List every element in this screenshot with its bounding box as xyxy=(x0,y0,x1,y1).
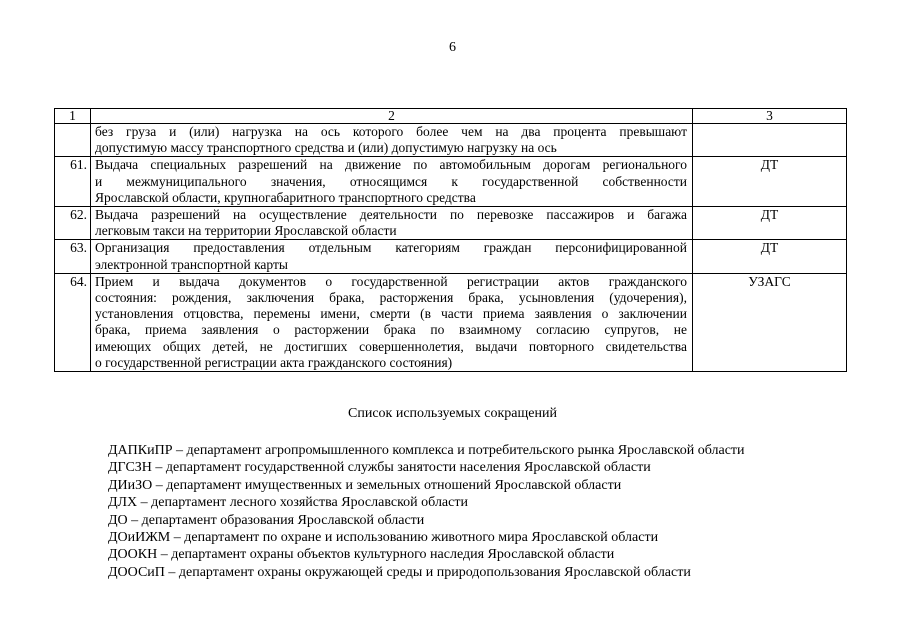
table-row xyxy=(55,207,847,240)
description-line: установления отцовства, перемены имени, смерти (в части приема заявления о заключении xyxy=(95,306,687,322)
description-line: имеющих общих детей, не достигших совершеннолетия, выдачи повторного свидетельства xyxy=(95,338,687,354)
table-row xyxy=(55,157,847,207)
description-line: состояния: рождения, заключения брака, расторжения брака, усыновления (удочерения), xyxy=(95,290,687,306)
row-number: 64. xyxy=(55,273,91,371)
description-line: электронной транспортной карты xyxy=(95,256,288,272)
description-line: легковым такси на территории Ярославской области xyxy=(95,223,397,239)
abbreviation-item: ДАПКиПР – департамент агропромышленного комплекса и потребительского рынка Ярославской области xyxy=(108,443,745,458)
row-department: ДТ xyxy=(693,157,847,207)
description-line: без груза и (или) нагрузка на ось которого более чем на два процента превышают xyxy=(95,124,687,139)
row-department: ДТ xyxy=(693,207,847,240)
row-department: УЗАГС xyxy=(693,273,847,371)
description-line: Выдача специальных разрешений на движение по автомобильным дорогам регионального xyxy=(95,157,687,173)
row-description xyxy=(91,124,693,157)
abbreviation-item: ДО – департамент образования Ярославской области xyxy=(108,512,425,528)
header-cell-number: 1 xyxy=(55,109,91,124)
table-row-continuation xyxy=(55,124,847,157)
row-number: 61. xyxy=(55,157,91,207)
table-header-row xyxy=(55,109,847,124)
description-line: Прием и выдача документов о государственной регистрации актов гражданского xyxy=(95,273,687,289)
abbreviation-item: ДООСиП – департамент охраны окружающей среды и природопользования Ярославской области xyxy=(108,564,691,580)
description-line: о государственной регистрации акта гражданского состояния) xyxy=(95,354,453,370)
description-line: Выдача разрешений на осуществление деятельности по перевозке пассажиров и багажа xyxy=(95,207,687,223)
header-cell-description: 2 xyxy=(91,109,693,124)
abbreviation-item: ДГСЗН – департамент государственной службы занятости населения Ярославской области xyxy=(108,460,651,476)
table-row xyxy=(55,240,847,273)
page-number: 6 xyxy=(449,40,456,55)
abbreviation-item: ДИиЗО – департамент имущественных и земельных отношений Ярославской области xyxy=(108,477,622,493)
description-line: брака, приема заявления о расторжении брака по взаимному согласию супругов, не xyxy=(95,322,687,338)
row-department: ДТ xyxy=(693,240,847,273)
table-row xyxy=(55,273,847,371)
description-line: допустимую массу транспортного средства и (или) допустимую нагрузку на ось xyxy=(95,140,557,156)
row-number: 62. xyxy=(55,207,91,240)
description-line: и межмуниципального значения, относящимся к государственной собственности xyxy=(95,173,687,189)
description-line: Ярославской области, крупногабаритного транспортного средства xyxy=(95,189,476,205)
row-description xyxy=(91,207,693,240)
row-number xyxy=(55,124,91,157)
header-cell-department: 3 xyxy=(693,109,847,124)
abbreviation-item: ДООКН – департамент охраны объектов культурного наследия Ярославской области xyxy=(108,547,615,563)
services-table xyxy=(54,108,847,372)
row-description xyxy=(91,157,693,207)
abbreviation-item: ДЛХ – департамент лесного хозяйства Ярославской области xyxy=(108,495,468,511)
abbreviations-heading: Список используемых сокращений xyxy=(348,406,557,421)
row-description xyxy=(91,273,693,371)
row-description xyxy=(91,240,693,273)
row-department xyxy=(693,124,847,157)
row-number: 63. xyxy=(55,240,91,273)
abbreviations-list xyxy=(108,442,745,581)
description-line: Организация предоставления отдельным категориям граждан персонифицированной xyxy=(95,240,687,256)
abbreviation-item: ДОиИЖМ – департамент по охране и использованию животного мира Ярославской области xyxy=(108,530,659,546)
